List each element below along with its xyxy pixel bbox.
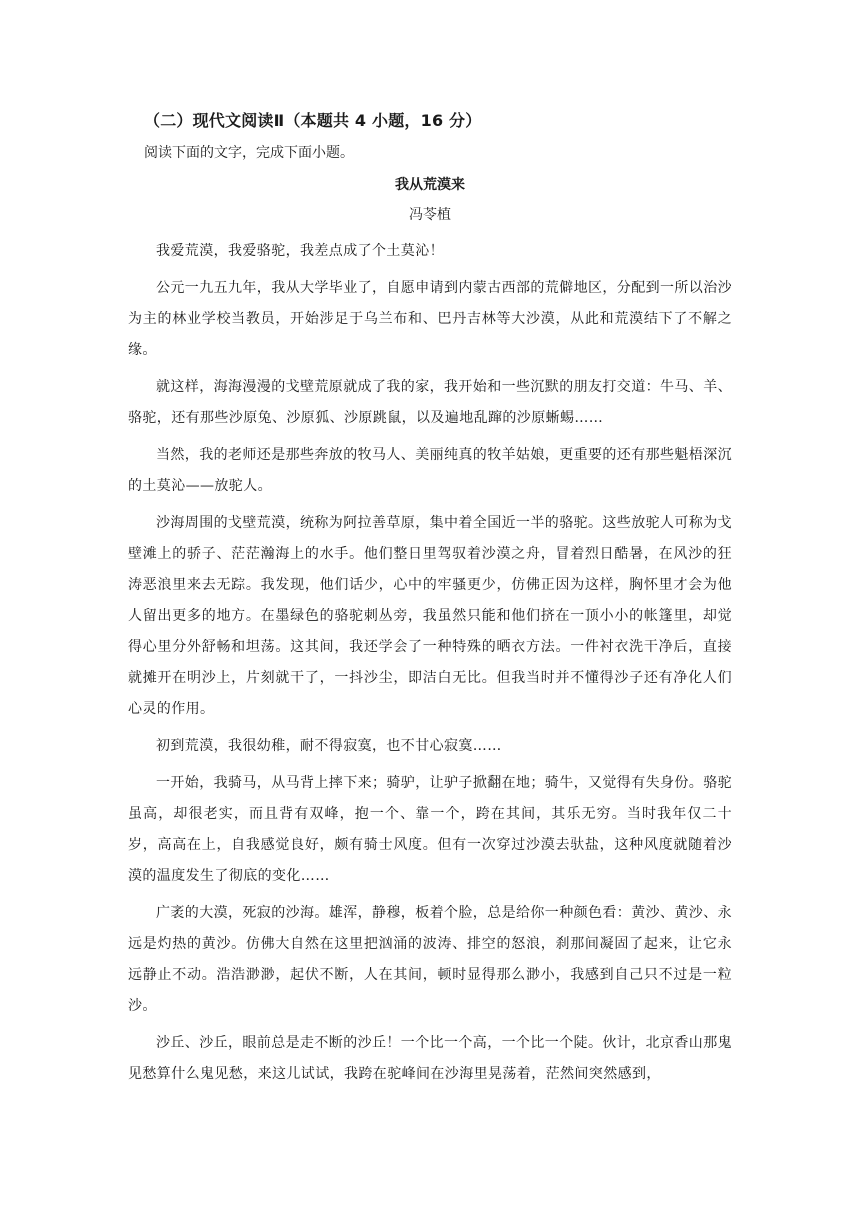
reading-instruction: 阅读下面的文字，完成下面小题。 [144,145,354,161]
paragraph-1: 我爱荒漠，我爱骆驼，我差点成了个土莫沁！ [156,243,444,259]
paragraph-2: 公元一九五九年，我从大学毕业了，自愿申请到内蒙古西部的荒僻地区，分配到一所以治沙为主的林业学校当教员，开始涉足于乌兰布和、巴丹吉林等大沙漠，从此和荒漠结下了不解之缘。 [128,280,732,358]
article-title: 我从荒漠来 [395,177,465,193]
paragraph-4: 当然，我的老师还是那些奔放的牧马人、美丽纯真的牧羊姑娘，更重要的还有那些魁梧深沉的土莫沁——放驼人。 [128,447,732,494]
paragraph-5: 沙海周围的戈壁荒漠，统称为阿拉善草原，集中着全国近一半的骆驼。这些放驼人可称为戈壁滩上的骄子、茫茫瀚海上的水手。他们整日里驾驭着沙漠之舟，冒着烈日酷暑，在风沙的狂涛恶浪里来去无踪。我发现，他们话少，心中的牢骚更少，仿佛正因为这样，胸怀里才会为他人留出更多的地方。在墨绿色的骆驼刺丛旁，我虽然只能和他们挤在一顶小小的帐篷里，却觉得心里分外舒畅和坦荡。这其间，我还学会了一种特殊的晒衣方法。一件衬衣洗干净后，直接就摊开在明沙上，片刻就干了，一抖沙尘，即洁白无比。但我当时并不懂得沙子还有净化人们心灵的作用。 [128,515,732,717]
paragraph-9: 沙丘、沙丘，眼前总是走不断的沙丘！一个比一个高，一个比一个陡。伙计，北京香山那鬼见愁算什么鬼见愁，来这儿试试，我跨在驼峰间在沙海里晃荡着，茫然间突然感到， [128,1035,732,1082]
paragraph-8: 广袤的大漠，死寂的沙海。雄浑，静穆，板着个脸，总是给你一种颜色看：黄沙、黄沙、永远是灼热的黄沙。仿佛大自然在这里把汹涌的波涛、排空的怒浪，刹那间凝固了起来，让它永远静止不动。浩浩渺渺，起伏不断，人在其间，顿时显得那么渺小，我感到自己只不过是一粒沙。 [128,905,732,1014]
section-heading: （二）现代文阅读Ⅱ（本题共 4 小题，16 分） [144,111,482,130]
paragraph-3: 就这样，海海漫漫的戈壁荒原就成了我的家，我开始和一些沉默的朋友打交道：牛马、羊、骆驼，还有那些沙原兔、沙原狐、沙原跳鼠，以及遍地乱蹿的沙原蜥蜴…… [128,379,732,426]
paragraph-7: 一开始，我骑马，从马背上摔下来；骑驴，让驴子掀翻在地；骑牛，又觉得有失身份。骆驼虽高，却很老实，而且背有双峰，抱一个、靠一个，跨在其间，其乐无穷。当时我年仅二十岁，高高在上，自我感觉良好，颇有骑士风度。但有一次穿过沙漠去驮盐，这种风度就随着沙漠的温度发生了彻底的变化…… [128,775,732,884]
article-author: 冯苓植 [409,207,451,223]
document-content [128,104,732,1090]
paragraph-6: 初到荒漠，我很幼稚，耐不得寂寞，也不甘心寂寞…… [156,738,502,754]
